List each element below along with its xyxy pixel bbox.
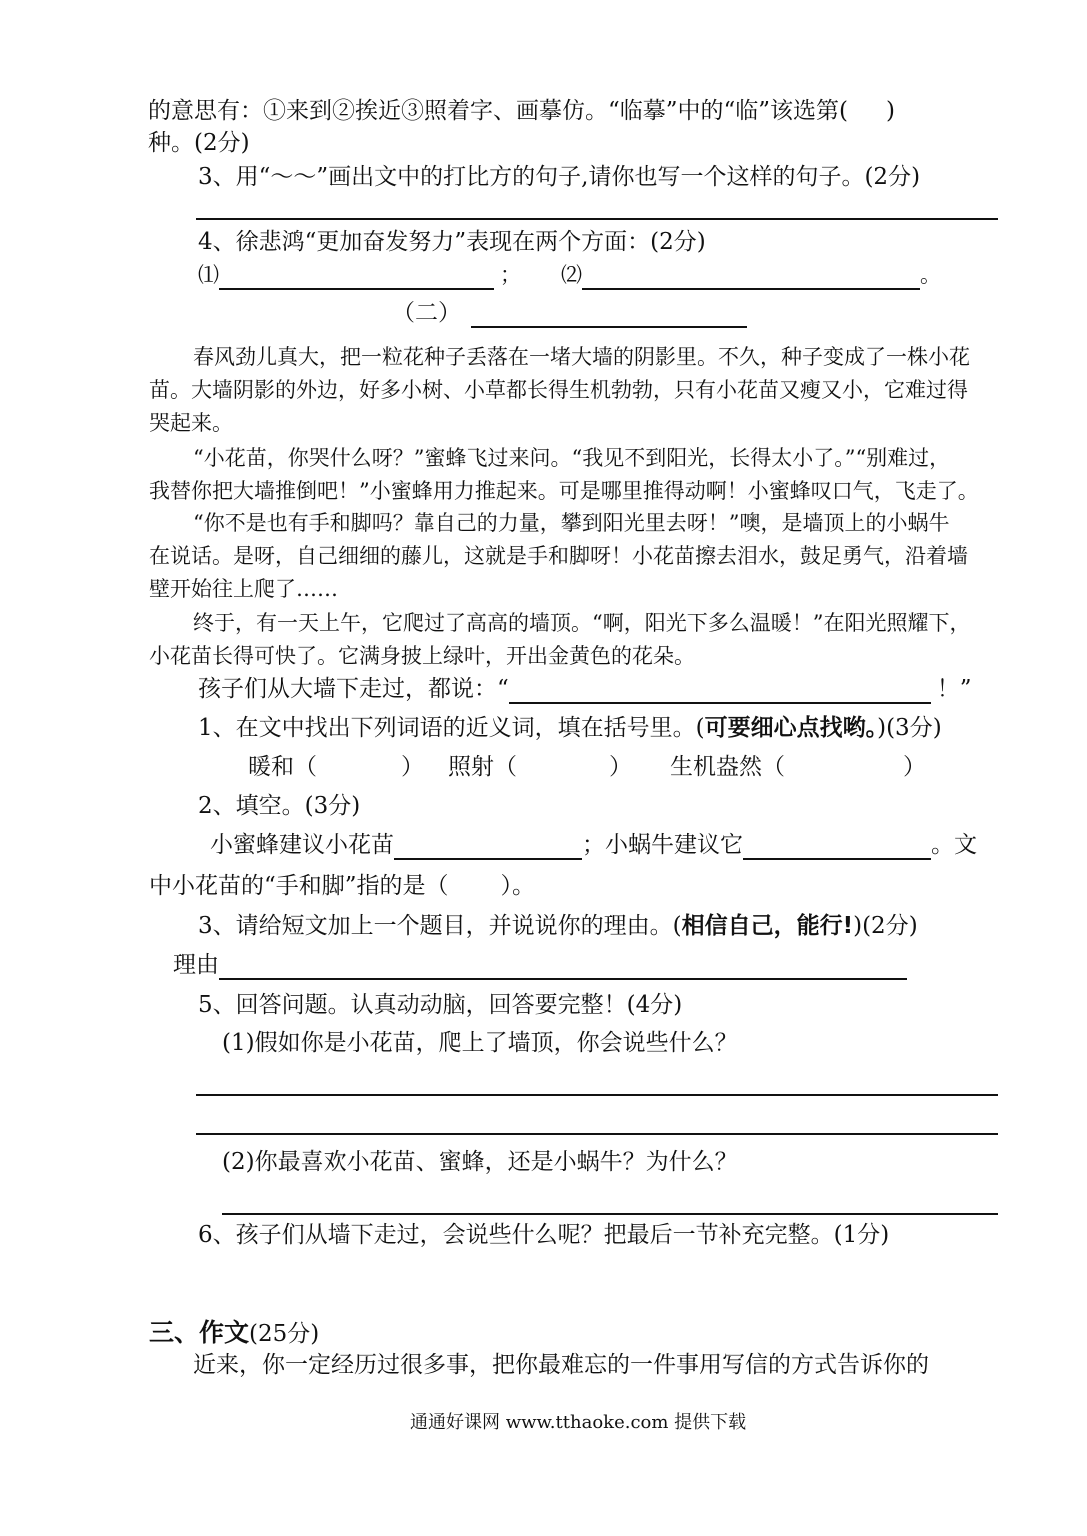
q3-reason-blank[interactable] xyxy=(219,956,907,980)
passage-p3-line3: 壁开始往上爬了…… xyxy=(149,577,338,601)
passage-p5: 孩子们从大墙下走过，都说：“ ！” xyxy=(198,676,972,702)
q4-question: 4、徐悲鸿“更加奋发努力”表现在两个方面：(2分) xyxy=(198,229,706,255)
question-5: 5、回答问题。认真动动脑，回答要完整！(4分) xyxy=(198,992,683,1018)
passage-p2-line1: “小花苗，你哭什么呀？”蜜蜂飞过来问。“我见不到阳光，长得太小了。”“别难过， xyxy=(193,446,951,470)
children-say-blank[interactable] xyxy=(509,680,931,704)
passage-p4-line1: 终于，有一天上午，它爬过了高高的墙顶。“啊，阳光下多么温暖！”在阳光照耀下， xyxy=(193,611,971,635)
q2-blank-snail[interactable] xyxy=(743,836,931,860)
passage-p1-line3: 哭起来。 xyxy=(149,411,233,435)
question-2: 2、填空。(3分) xyxy=(198,793,361,819)
q5-1-answer-line-2[interactable] xyxy=(196,1133,998,1135)
section-2-title-blank[interactable] xyxy=(471,304,747,328)
passage-p3-line2: 在说话。是呀，自己细细的藤儿，这就是手和脚呀！小花苗擦去泪水，鼓足勇气，沿着墙 xyxy=(149,544,968,568)
q3-simile-question: 3、用“～～”画出文中的打比方的句子,请你也写一个这样的句子。(2分) xyxy=(198,164,921,190)
question-5-1: (1)假如你是小花苗，爬上了墙顶，你会说些什么？ xyxy=(222,1030,738,1056)
passage-p1-line2: 苗。大墙阴影的外边，好多小树、小草都长得生机勃勃，只有小花苗又瘦又小，它难过得 xyxy=(149,378,968,402)
passage-p2-line2: 我替你把大墙推倒吧！”小蜜蜂用力推起来。可是哪里推得动啊！小蜜蜂叹口气，飞走了。 xyxy=(149,479,979,503)
q5-2-answer-line[interactable] xyxy=(222,1213,998,1215)
q5-1-answer-line-1[interactable] xyxy=(196,1094,998,1096)
q2-blank-bee[interactable] xyxy=(394,836,582,860)
section-2-heading: （二） xyxy=(392,298,747,328)
question-1-words: 暖和（ ） 照射（ ） 生机盎然（ ） xyxy=(248,754,926,780)
question-3-reason: 理由 xyxy=(173,950,907,980)
question-3: 3、请给短文加上一个题目，并说说你的理由。(相信自己，能行!)(2分) xyxy=(198,913,918,939)
section-3-heading: 三、作文(25分) xyxy=(149,1318,320,1347)
q2-meaning-line1: 的意思有：①来到②挨近③照着字、画摹仿。“临摹”中的“临”该选第( ) xyxy=(148,98,895,124)
q4-blank-1[interactable] xyxy=(219,266,494,290)
passage-p1-line1: 春风劲儿真大，把一粒花种子丢落在一堵大墙的阴影里。不久，种子变成了一株小花 xyxy=(193,345,970,369)
q4-answers: ⑴ ； ⑵ 。 xyxy=(198,260,941,290)
question-2-line2: 中小花苗的“手和脚”指的是（ ）。 xyxy=(149,873,536,899)
question-1: 1、在文中找出下列词语的近义词，填在括号里。(可要细心点找哟。)(3分) xyxy=(198,715,942,741)
passage-p4-line2: 小花苗长得可快了。它满身披上绿叶，开出金黄色的花朵。 xyxy=(149,644,695,668)
q4-blank-2[interactable] xyxy=(582,266,920,290)
question-6: 6、孩子们从墙下走过，会说些什么呢？把最后一节补充完整。(1分) xyxy=(198,1222,890,1248)
passage-p3-line1: “你不是也有手和脚吗？靠自己的力量，攀到阳光里去呀！”噢，是墙顶上的小蜗牛 xyxy=(193,511,950,535)
footer-credit: 通通好课网 www.tthaoke.com 提供下载 xyxy=(410,1412,747,1433)
essay-prompt: 近来，你一定经历过很多事，把你最难忘的一件事用写信的方式告诉你的 xyxy=(193,1352,929,1378)
question-5-2: (2)你最喜欢小花苗、蜜蜂，还是小蜗牛？为什么？ xyxy=(222,1149,738,1175)
question-2-line1: 小蜜蜂建议小花苗 ；小蜗牛建议它 。文 xyxy=(210,832,977,858)
q3-answer-line[interactable] xyxy=(196,218,998,220)
q2-meaning-line2: 种。(2分) xyxy=(148,130,250,156)
